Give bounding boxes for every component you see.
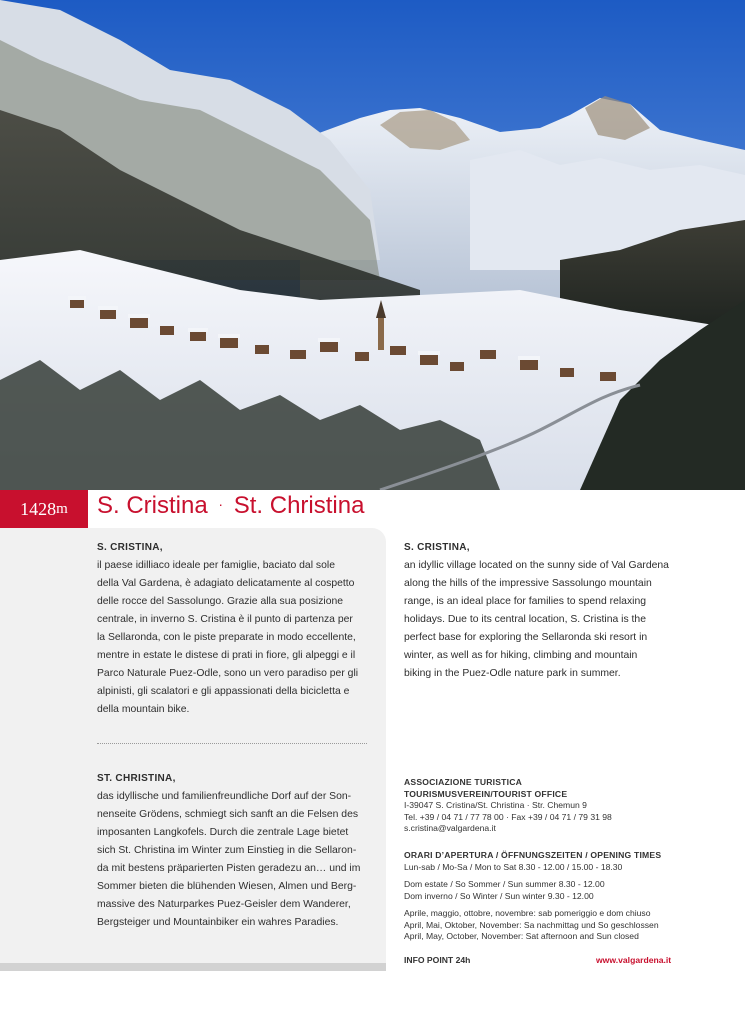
italian-description xyxy=(97,539,372,719)
english-line: winter, as well as for hiking, climbing and mountain xyxy=(404,650,638,661)
title-separator: · xyxy=(218,496,224,512)
german-line: nenseite Grödens, schmiegt sich sanft an die Felsen des xyxy=(97,809,359,820)
winter-landscape-illustration xyxy=(0,0,745,490)
title-italian: S. Cristina xyxy=(97,492,208,519)
office-subheading: TOURISMUSVEREIN/TOURIST OFFICE xyxy=(404,788,568,799)
altitude-value: 1428 xyxy=(20,498,57,519)
english-line: range, is an ideal place for families to spend relaxing xyxy=(404,596,647,607)
english-line: an idyllic village located on the sunny side of Val Gardena xyxy=(404,560,669,571)
office-email[interactable]: s.cristina@valgardena.it xyxy=(404,823,496,833)
english-line: holidays. Due to its central location, S. Cristina is the xyxy=(404,614,646,625)
english-line: along the hills of the impressive Sassolungo mountain xyxy=(404,578,652,589)
german-line: Bergsteiger und Mountainbiker ein wahres Paradies. xyxy=(97,917,339,928)
info-point-label: INFO POINT 24h xyxy=(404,955,471,965)
english-line: perfect base for exploring the Sellaronda ski resort in xyxy=(404,632,648,643)
tourist-office-info xyxy=(404,777,704,835)
hours-offseason-de: April, Mai, Oktober, November: Sa nachmittag und So geschlossen xyxy=(404,919,659,930)
italian-line: mentre in estate le distese di prati in fiore, gli alpeggi e il xyxy=(97,650,356,661)
english-description xyxy=(404,539,694,683)
hours-heading: ORARI D’APERTURA / ÖFFNUNGSZEITEN / OPENING TIMES xyxy=(404,850,662,860)
german-heading: ST. CHRISTINA, xyxy=(97,773,176,784)
village-photo xyxy=(0,0,745,490)
page-title xyxy=(97,492,364,520)
hours-offseason-en: April, May, October, November: Sat afternoon and Sun closed xyxy=(404,931,639,941)
office-heading: ASSOCIAZIONE TURISTICA xyxy=(404,777,523,787)
german-line: massive des Naturparkes Puez-Geisler dem Wanderer, xyxy=(97,899,351,910)
italian-line: della Val Gardena, è adagiato delicatamente al cospetto xyxy=(97,578,355,589)
italian-line: Parco Naturale Puez-Odle, sono un vero paradiso per gli xyxy=(97,668,359,679)
german-line: sich St. Christina im Winter zum Einstieg in die Sellaron- xyxy=(97,845,357,856)
altitude-unit: m xyxy=(56,500,68,517)
hours-offseason-it: Aprile, maggio, ottobre, novembre: sab pomeriggio e dom chiuso xyxy=(404,908,651,918)
german-line: Sommer bieten die blühenden Wiesen, Almen und Berg- xyxy=(97,881,357,892)
english-heading: S. CRISTINA, xyxy=(404,542,470,553)
opening-times xyxy=(404,850,724,943)
hours-summer: Dom estate / So Sommer / Sun summer 8.30 - 12.00 xyxy=(404,879,605,889)
german-description xyxy=(97,770,372,932)
hours-winter: Dom inverno / So Winter / Sun winter 9.30 - 12.00 xyxy=(404,890,594,901)
panel-bottom-bar xyxy=(0,963,386,971)
title-german: St. Christina xyxy=(233,492,365,519)
german-line: da mit bestens präparierten Pisten geradezu an… und im xyxy=(97,863,361,874)
italian-line: il paese idilliaco ideale per famiglie, baciato dal sole xyxy=(97,560,335,571)
italian-line: delle rocce del Sassolungo. Grazie alla sua posizione xyxy=(97,596,344,607)
hours-weekdays: Lun-sab / Mo-Sa / Mon to Sat 8.30 - 12.00 / 15.00 - 18.30 xyxy=(404,861,623,872)
german-line: das idyllische und familienfreundliche Dorf auf der Son- xyxy=(97,791,352,802)
italian-line: centrale, in inverno S. Cristina è il punto di partenza per xyxy=(97,614,353,625)
italian-line: della mountain bike. xyxy=(97,704,190,715)
website-link[interactable]: www.valgardena.it xyxy=(596,955,672,965)
italian-line: alpinisti, gli scalatori e gli appassionati della bicicletta e xyxy=(97,686,350,697)
italian-line: la Sellaronda, con le piste preparate in modo eccellente, xyxy=(97,632,356,643)
office-phone: Tel. +39 / 04 71 / 77 78 00 · Fax +39 / 04 71 / 79 31 98 xyxy=(404,811,612,822)
german-line: imposanten Langkofels. Durch die zentrale Lage bietet xyxy=(97,827,349,838)
section-divider xyxy=(97,743,367,744)
office-address: I-39047 S. Cristina/St. Christina · Str. Chemun 9 xyxy=(404,800,587,810)
english-line: biking in the Puez-Odle nature park in summer. xyxy=(404,668,621,679)
italian-heading: S. CRISTINA, xyxy=(97,542,163,553)
altitude-badge xyxy=(0,490,88,528)
